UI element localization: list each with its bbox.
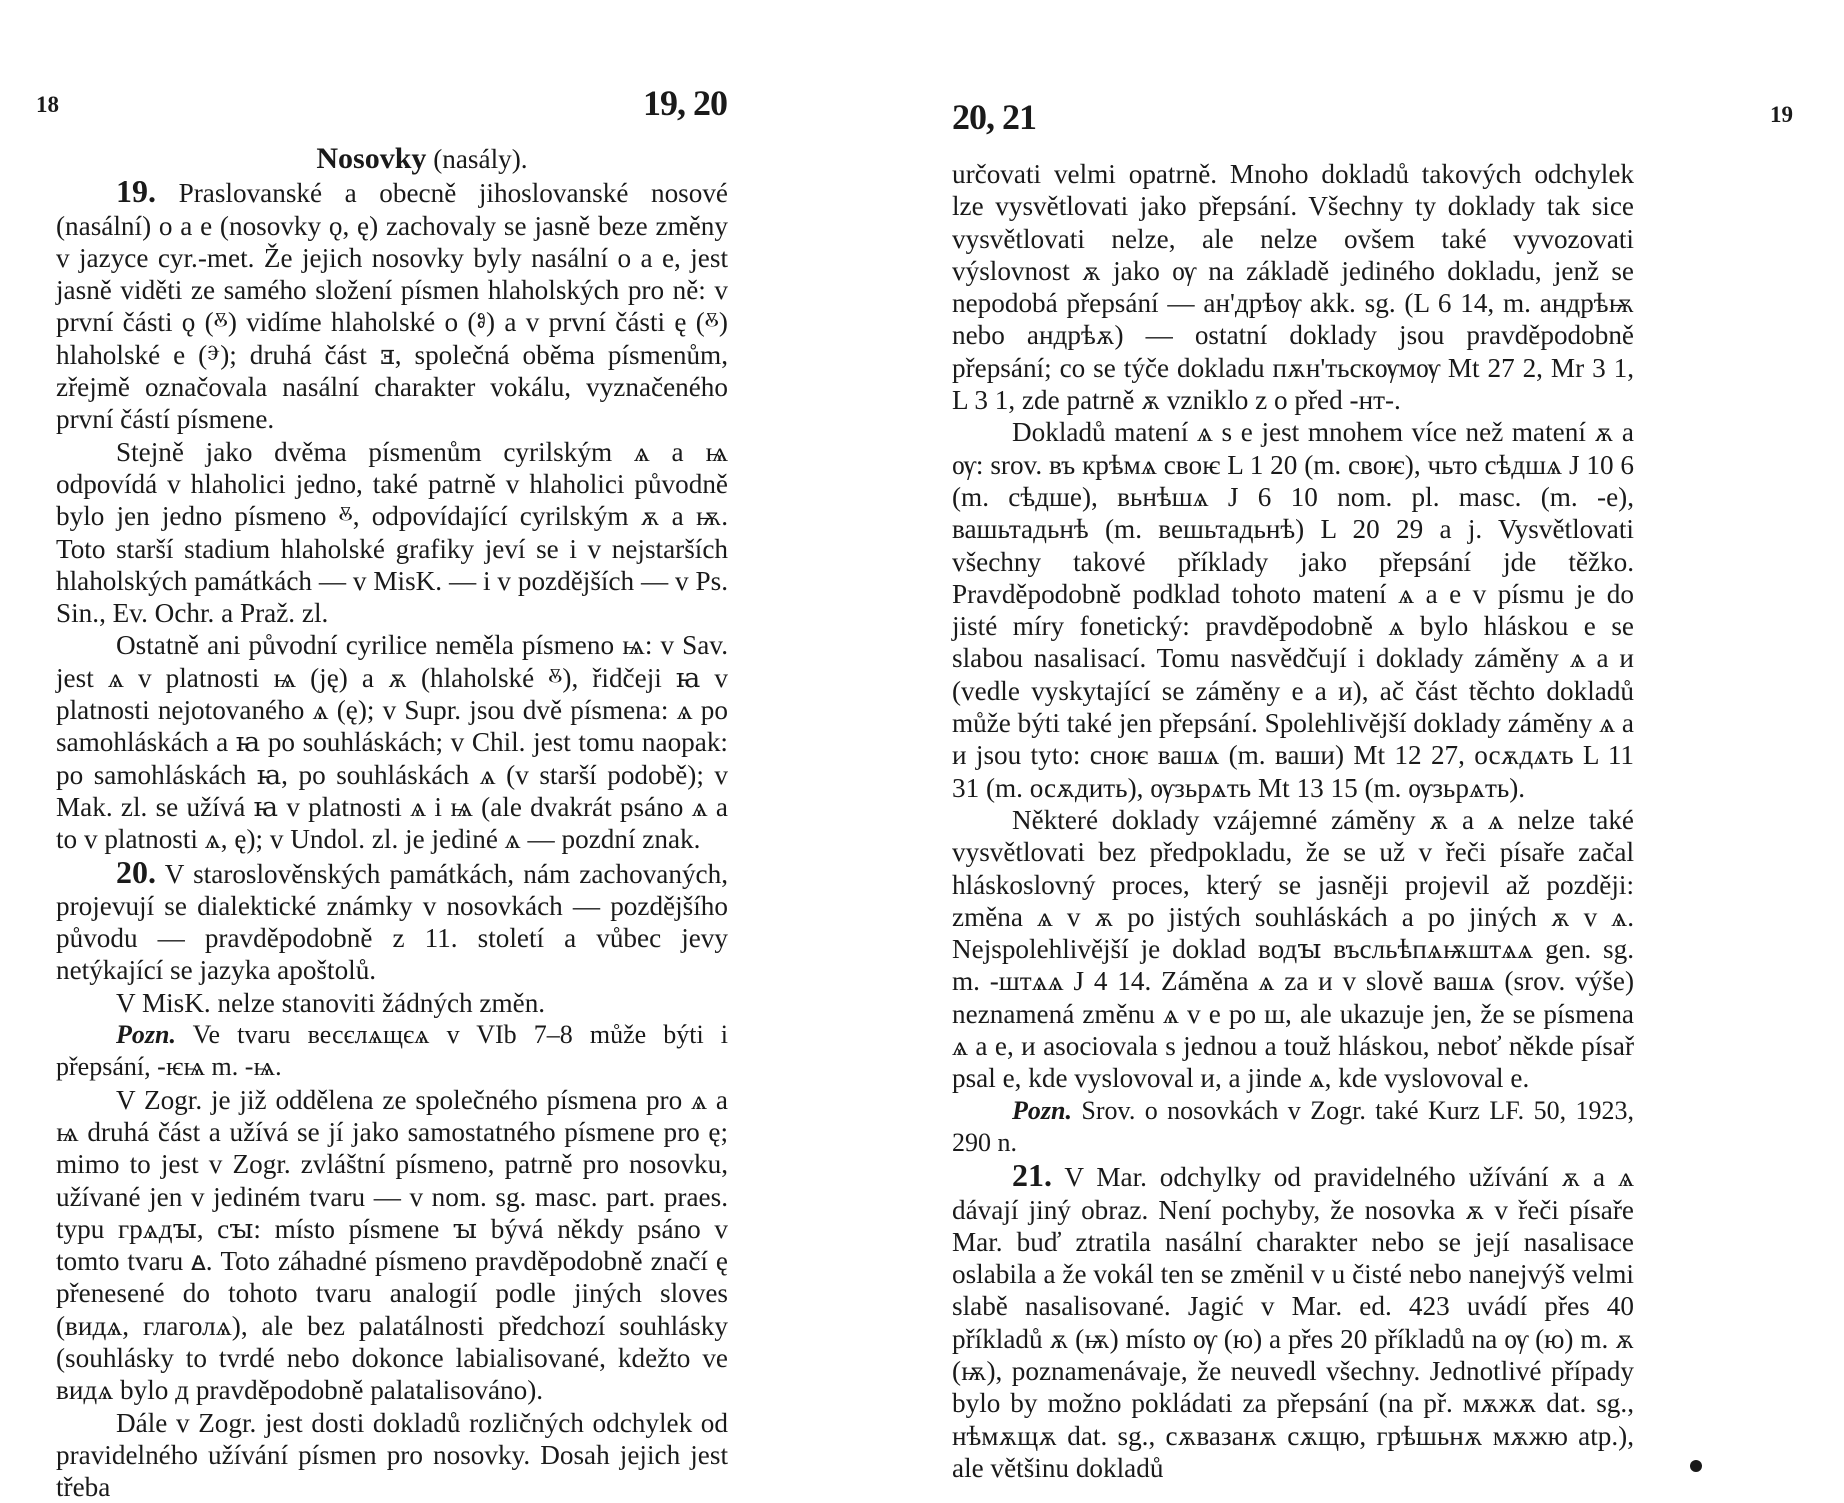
paragraph-19-b: Stejně jako dvěma písmenům cyrilským ѧ a ѩ odpovídá v hlaholici jedno, také patrně v hlaholici původně bylo jen jedno písmeno ⰻ, odpovídající cyrilským ѫ a ѭ. Toto starší stadium hlaholské grafiky jeví se i v nejstarších hlaholských památkách — v MisK. — i v pozdějších — v Ps. Sin., Ev. Ochr. a Praž. zl. [56, 436, 728, 629]
paragraph-20-c: V Zogr. je již oddělena ze společného písmena pro ѧ a ѩ druhá část a užívá se jí jako samostatného písmene pro ę; mimo to jest v Zogr. zvláštní písmeno, patrně pro nosovku, užívané jen v jediném tvaru — v nom. sg. masc. part. praes. typu грѧдꙑ, сꙑ: místo písmene ꙑ bývá někdy psáno v tomto tvaru ꙙ. Toto záhadné písmeno pravděpodobně značí ę přenesené do tohoto tvaru analogií podle jiných sloves (видѧ, глаголѧ), ale bez palatálnosti předchozí souhlásky (souhlásky to tvrdé nebo dokonce labialisované, kdežto ve видѧ bylo д pravděpodobně palatalisováno). [56, 1084, 728, 1406]
note-2 [952, 1095, 1634, 1160]
page-number-right: 19 [1770, 102, 1793, 127]
paragraph-20 [56, 853, 728, 987]
paragraph-r3: Některé doklady vzájemné záměny ѫ a ѧ nelze také vysvětlovati bez předpokladu, že se už v řeči písaře začal hláskoslovný proces, který se jasněji projevil až později: změna ѧ v ѫ po jistých souhláskách a po jiných ѫ v ѧ. Nejspolehlivější je doklad водꙑ въсльѣпѧѭштѧѧ gen. sg. m. -штѧѧ J 4 14. Záměna ѧ za и v slově вашѧ (srov. výše) neznamená změnu ѧ v е po ш, ale ukazuje jen, že se písmena ѧ a е, и asociovala s jednou a touž hláskou, neboť někde písař psal е, kde vyslovoval и, a jinde ѧ, kde vyslovoval е. [952, 804, 1634, 1094]
note-1-label: Pozn. [116, 1020, 176, 1050]
section-range-left: 19, 20 [643, 83, 727, 123]
paragraph-number-21: 21. [1012, 1157, 1052, 1194]
paragraph-r1: určovati velmi opatrně. Mnoho dokladů takových odchylek lze vysvětlovati jako přepsání. Všechny ty doklady tak sice vysvětlovati nelze, ale nelze ovšem také vyvozovati výslovnost ѫ jako ѹ na základě jediného dokladu, jenž se nepodobá přepsání — ан'дрѣѹ akk. sg. (L 6 14, m. андрѣѭ nebo андрѣѫ) — ostatní doklady jsou pravděpodobně přepsání; co se týče dokladu пѫн'тьскѹмѹ Mt 27 2, Mr 3 1, L 3 1, zde patrně ѫ vzniklo z о před -нт-. [952, 159, 1634, 416]
note-2-text: Srov. o nosovkách v Zogr. také Kurz LF. 50, 1923, 290 n. [952, 1095, 1635, 1157]
paragraph-number-19: 19. [116, 173, 156, 210]
paragraph-19 [56, 175, 728, 435]
paragraph-20-b: V MisK. nelze stanoviti žádných změn. [116, 987, 546, 1018]
paragraph-21 [952, 1159, 1634, 1484]
bullet-mark [1690, 1460, 1702, 1472]
paragraph-21-text: V Mar. odchylky od pravidelného užívání ѫ a ѧ dávají jiný obraz. Není pochyby, že nosovka ѫ v řeči písaře Mar. buď ztratila nasální charakter nebo se její nasalisace oslabila a že vokál ten se změnil v u čisté nebo nanejvýš velmi slabě nasalisované. Jagić v Mar. ed. 423 uvádí přes 40 příkladů ѫ (ѭ) místo ѹ (ю) a přes 20 příkladů na ѹ (ю) m. ѫ (ѭ), poznamenávaje, že neuvedl všechny. Jednotlivé případy bylo by možno pokládati za přepsání (na př. мѫжѫ dat. sg., нѣмѫщѫ dat. sg., сѫвазанѫ сѫщю, грѣшьнѫ мѫжю atp.), ale většinu dokladů [952, 1162, 1634, 1483]
right-page [922, 0, 1844, 1500]
note-1-text: Ve tvaru весєлѧщєѧ v VIb 7–8 může býti i přepsání, -ѥѩ m. -ѩ. [56, 1020, 729, 1082]
paragraph-19-text: Praslovanské a obecně jihoslovanské nosové (nasální) o a e (nosovky ǫ, ę) zachovaly se jasně beze změny v jazyce cyr.-met. Že jejich nosovky byly nasální o a e, jest jasně viděti ze samého složení písmen hlaholských pro ně: v první části ǫ (ⰻ) vidíme hlaholské o (ⱁ) a v první části ę (ⰻ) hlaholské e (ⰵ); druhá část ⱻ, společná oběma písmenům, zřejmě označovala nasální charakter vokálu, vyznačeného první částí písmene. [56, 178, 728, 435]
paragraph-20-d: Dále v Zogr. jest dosti dokladů rozličných odchylek od pravidelného užívání písmen pro nosovky. Dosah jejich jest třeba [56, 1407, 728, 1503]
heading-subtitle: (nasály). [433, 144, 528, 174]
paragraph-19-c: Ostatně ani původní cyrilice neměla písmeno ѩ: v Sav. jest ѧ v platnosti ѩ (ję) a ѫ (hlaholské ⰻ), řidčeji ꙗ v platnosti nejotovaného ѧ (ę); v Supr. jsou dvě písmena: ѧ po samohláskách a ꙗ po souhláskách; v Chil. jest tomu naopak: po samohláskách ꙗ, po souhláskách ѧ (v starší podobě); v Mak. zl. se užívá ꙗ v platnosti ѧ i ѩ (ale dvakrát psáno ѧ a to v platnosti ѧ, ę); v Undol. zl. je jediné ѧ — pozdní znak. [56, 630, 728, 855]
note-1 [56, 1019, 728, 1084]
paragraph-number-20: 20. [116, 853, 156, 890]
page-number-left: 18 [36, 92, 59, 117]
section-range-right: 20, 21 [952, 97, 1036, 137]
heading-title: Nosovky [316, 142, 427, 175]
paragraph-r2: Dokladů matení ѧ s е jest mnohem více než matení ѫ a ѹ: srov. въ крѣмѧ своѥ L 1 20 (m. своѥ), чьто сѣдшѧ J 10 6 (m. сѣдше), вьнѣшѧ J 6 10 nom. pl. masc. (m. -е), вашьтадьнѣ (m. вешьтадьнѣ) L 20 29 a j. Vysvětlovati všechny takové příklady jako přepsání jde těžko. Pravděpodobně podklad tohoto matení ѧ a е v písmu je do jisté míry fonetický: pravděpodobně ѧ bylo hláskou e se slabou nasalisací. Tomu nasvědčují i doklady záměny ѧ a и (vedle vyskytající se záměny е a и), ač část těchto dokladů může býti také jen přepsání. Spolehlivější doklady záměny ѧ a и jsou tyto: сноѥ вашѧ (m. ваши) Mt 12 27, осѫдѧть L 11 31 (m. осѫдить), ѹзьрѧть Mt 13 15 (m. ѹзьрѧть). [952, 417, 1634, 803]
paragraph-20-text: V staroslověnských památkách, nám zachovaných, projevují se dialektické známky v nosovkách — pozdějšího původu — pravděpodobně z 11. století a vůbec jevy netýkající se jazyka apoštolů. [56, 858, 728, 986]
right-text-column [952, 158, 1634, 1484]
chapter-heading [56, 143, 728, 175]
note-2-label: Pozn. [1012, 1095, 1072, 1125]
left-text-column [56, 143, 728, 1503]
